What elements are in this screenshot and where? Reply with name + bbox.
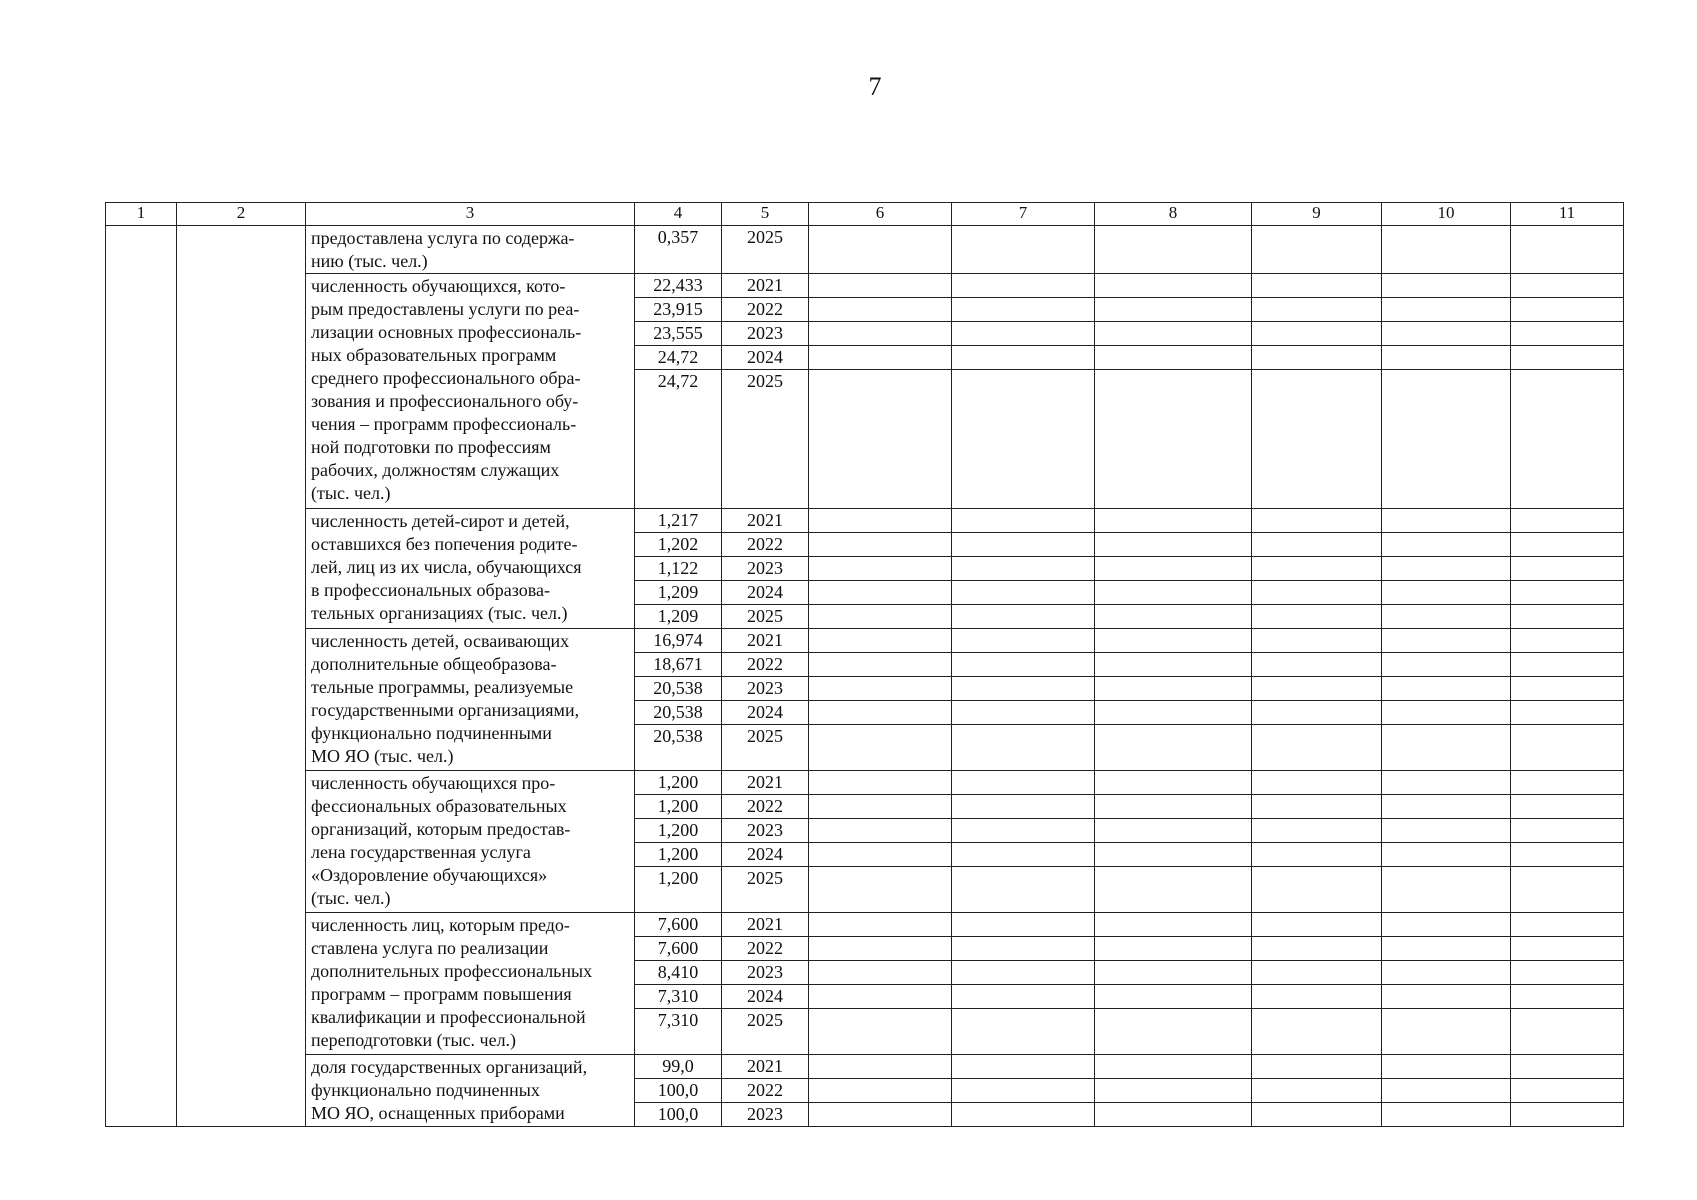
indicator-year: 2023 xyxy=(722,819,809,843)
empty-cell-col-8 xyxy=(1095,557,1252,581)
empty-cell-col-9 xyxy=(1252,1009,1382,1055)
indicator-value: 1,200 xyxy=(635,771,722,795)
empty-cell-col-9 xyxy=(1252,322,1382,346)
empty-cell-col-6 xyxy=(809,533,952,557)
indicator-year: 2025 xyxy=(722,370,809,509)
indicator-value: 7,600 xyxy=(635,913,722,937)
column-header-6: 6 xyxy=(809,203,952,226)
empty-cell-col-9 xyxy=(1252,795,1382,819)
indicator-year: 2022 xyxy=(722,1079,809,1103)
indicators-table xyxy=(105,202,1624,1127)
empty-cell-col-9 xyxy=(1252,653,1382,677)
empty-cell-col-8 xyxy=(1095,867,1252,913)
empty-cell-col-11 xyxy=(1511,533,1624,557)
empty-cell-col-11 xyxy=(1511,581,1624,605)
empty-cell-col-8 xyxy=(1095,819,1252,843)
column-header-3: 3 xyxy=(306,203,635,226)
empty-cell-col-11 xyxy=(1511,653,1624,677)
indicator-value: 1,200 xyxy=(635,843,722,867)
empty-cell-col-7 xyxy=(952,725,1095,771)
empty-cell-col-7 xyxy=(952,677,1095,701)
table-body xyxy=(106,226,1624,1127)
header-row xyxy=(106,203,1624,226)
indicator-description: доля государственных организаций, функционально подчиненных МО ЯО, оснащенных приборами xyxy=(306,1055,635,1127)
table-row xyxy=(106,1055,1624,1079)
empty-cell-col-6 xyxy=(809,819,952,843)
empty-cell-col-9 xyxy=(1252,629,1382,653)
empty-cell-col-8 xyxy=(1095,1079,1252,1103)
column-header-11: 11 xyxy=(1511,203,1624,226)
indicator-year: 2023 xyxy=(722,1103,809,1127)
empty-cell-col-8 xyxy=(1095,322,1252,346)
empty-cell-col-11 xyxy=(1511,819,1624,843)
empty-cell-col-9 xyxy=(1252,843,1382,867)
indicator-year: 2022 xyxy=(722,533,809,557)
empty-cell-col-10 xyxy=(1382,771,1511,795)
table-row xyxy=(106,226,1624,274)
empty-cell-col-8 xyxy=(1095,985,1252,1009)
empty-cell-col-11 xyxy=(1511,771,1624,795)
indicator-value: 1,200 xyxy=(635,795,722,819)
empty-cell-col-9 xyxy=(1252,370,1382,509)
indicator-description: численность обучающихся про- фессиональных образовательных организаций, которым предостав- лена государственная услуга «Оздоровление обучающихся» (тыс. чел.) xyxy=(306,771,635,913)
column-header-9: 9 xyxy=(1252,203,1382,226)
empty-cell-col-6 xyxy=(809,985,952,1009)
indicator-year: 2022 xyxy=(722,795,809,819)
empty-cell-col-6 xyxy=(809,322,952,346)
indicator-value: 1,209 xyxy=(635,581,722,605)
empty-cell-col-7 xyxy=(952,346,1095,370)
empty-cell-col-6 xyxy=(809,226,952,274)
empty-cell-col-6 xyxy=(809,961,952,985)
empty-cell-col-6 xyxy=(809,298,952,322)
indicator-value: 7,310 xyxy=(635,1009,722,1055)
empty-cell-col-7 xyxy=(952,581,1095,605)
empty-cell-col-7 xyxy=(952,629,1095,653)
indicator-value: 18,671 xyxy=(635,653,722,677)
indicator-value: 20,538 xyxy=(635,701,722,725)
indicator-year: 2023 xyxy=(722,961,809,985)
empty-cell-col-11 xyxy=(1511,1009,1624,1055)
empty-cell-col-8 xyxy=(1095,937,1252,961)
indicator-year: 2022 xyxy=(722,298,809,322)
empty-cell-col-10 xyxy=(1382,274,1511,298)
empty-cell-col-11 xyxy=(1511,322,1624,346)
indicator-value: 20,538 xyxy=(635,725,722,771)
indicator-description: численность детей-сирот и детей, оставшихся без попечения родите- лей, лиц из их числа, обучающихся в профессиональных образова- тельных организациях (тыс. чел.) xyxy=(306,509,635,629)
empty-cell-col-6 xyxy=(809,795,952,819)
empty-cell-col-11 xyxy=(1511,509,1624,533)
empty-cell-col-10 xyxy=(1382,509,1511,533)
empty-cell-col-6 xyxy=(809,557,952,581)
empty-cell-col-6 xyxy=(809,843,952,867)
empty-cell-col-11 xyxy=(1511,1055,1624,1079)
empty-cell-col-6 xyxy=(809,629,952,653)
indicator-value: 0,357 xyxy=(635,226,722,274)
empty-cell-col-8 xyxy=(1095,1055,1252,1079)
empty-cell-col-7 xyxy=(952,298,1095,322)
empty-cell-col-8 xyxy=(1095,913,1252,937)
empty-cell-col-10 xyxy=(1382,346,1511,370)
indicator-value: 20,538 xyxy=(635,677,722,701)
empty-cell-col-8 xyxy=(1095,298,1252,322)
empty-cell-col-6 xyxy=(809,677,952,701)
empty-cell-col-10 xyxy=(1382,298,1511,322)
empty-cell-col-6 xyxy=(809,701,952,725)
empty-cell-col-8 xyxy=(1095,653,1252,677)
empty-cell-col-10 xyxy=(1382,1009,1511,1055)
empty-cell-col-8 xyxy=(1095,795,1252,819)
empty-cell-col-9 xyxy=(1252,274,1382,298)
empty-cell-col-10 xyxy=(1382,1103,1511,1127)
empty-cell-col-9 xyxy=(1252,605,1382,629)
empty-cell-col-10 xyxy=(1382,867,1511,913)
empty-cell-col-11 xyxy=(1511,677,1624,701)
indicator-year: 2024 xyxy=(722,581,809,605)
table-header xyxy=(106,203,1624,226)
indicator-value: 7,310 xyxy=(635,985,722,1009)
indicator-year: 2023 xyxy=(722,677,809,701)
empty-cell-col-10 xyxy=(1382,725,1511,771)
indicator-description: численность детей, осваивающих дополнительные общеобразова- тельные программы, реализуемые государственными организациями, функционально подчиненными МО ЯО (тыс. чел.) xyxy=(306,629,635,771)
indicator-value: 1,200 xyxy=(635,867,722,913)
page-number: 7 xyxy=(868,72,882,101)
indicator-value: 23,915 xyxy=(635,298,722,322)
column-header-7: 7 xyxy=(952,203,1095,226)
empty-cell-col-9 xyxy=(1252,226,1382,274)
indicator-year: 2025 xyxy=(722,1009,809,1055)
empty-cell-col-9 xyxy=(1252,819,1382,843)
indicator-description: предоставлена услуга по содержа- нию (тыс. чел.) xyxy=(306,226,635,274)
indicator-year: 2025 xyxy=(722,725,809,771)
column-2-cell xyxy=(177,226,306,1127)
indicator-value: 99,0 xyxy=(635,1055,722,1079)
indicator-year: 2025 xyxy=(722,226,809,274)
column-header-1: 1 xyxy=(106,203,177,226)
empty-cell-col-6 xyxy=(809,725,952,771)
empty-cell-col-6 xyxy=(809,1079,952,1103)
empty-cell-col-9 xyxy=(1252,1103,1382,1127)
indicator-value: 16,974 xyxy=(635,629,722,653)
empty-cell-col-8 xyxy=(1095,725,1252,771)
empty-cell-col-7 xyxy=(952,1079,1095,1103)
empty-cell-col-7 xyxy=(952,322,1095,346)
empty-cell-col-11 xyxy=(1511,1103,1624,1127)
empty-cell-col-11 xyxy=(1511,370,1624,509)
column-header-8: 8 xyxy=(1095,203,1252,226)
empty-cell-col-8 xyxy=(1095,605,1252,629)
empty-cell-col-9 xyxy=(1252,725,1382,771)
empty-cell-col-10 xyxy=(1382,581,1511,605)
empty-cell-col-9 xyxy=(1252,985,1382,1009)
empty-cell-col-11 xyxy=(1511,867,1624,913)
column-header-5: 5 xyxy=(722,203,809,226)
table-row xyxy=(106,629,1624,653)
empty-cell-col-10 xyxy=(1382,322,1511,346)
empty-cell-col-11 xyxy=(1511,557,1624,581)
empty-cell-col-10 xyxy=(1382,226,1511,274)
indicator-year: 2025 xyxy=(722,867,809,913)
indicator-description: численность лиц, которым предо- ставлена услуга по реализации дополнительных профессиональных программ – программ повышения квалификации и профессиональной переподготовки (тыс. чел.) xyxy=(306,913,635,1055)
indicator-value: 1,122 xyxy=(635,557,722,581)
empty-cell-col-10 xyxy=(1382,985,1511,1009)
empty-cell-col-6 xyxy=(809,913,952,937)
indicator-year: 2022 xyxy=(722,937,809,961)
indicator-year: 2023 xyxy=(722,322,809,346)
empty-cell-col-11 xyxy=(1511,937,1624,961)
empty-cell-col-6 xyxy=(809,509,952,533)
indicator-year: 2021 xyxy=(722,771,809,795)
empty-cell-col-10 xyxy=(1382,677,1511,701)
indicator-year: 2021 xyxy=(722,274,809,298)
indicator-value: 24,72 xyxy=(635,370,722,509)
empty-cell-col-11 xyxy=(1511,1079,1624,1103)
indicator-year: 2022 xyxy=(722,653,809,677)
empty-cell-col-11 xyxy=(1511,843,1624,867)
empty-cell-col-8 xyxy=(1095,346,1252,370)
empty-cell-col-8 xyxy=(1095,509,1252,533)
column-header-10: 10 xyxy=(1382,203,1511,226)
indicator-year: 2024 xyxy=(722,701,809,725)
empty-cell-col-10 xyxy=(1382,701,1511,725)
empty-cell-col-10 xyxy=(1382,913,1511,937)
empty-cell-col-11 xyxy=(1511,985,1624,1009)
empty-cell-col-9 xyxy=(1252,771,1382,795)
empty-cell-col-8 xyxy=(1095,581,1252,605)
empty-cell-col-11 xyxy=(1511,913,1624,937)
indicator-year: 2024 xyxy=(722,843,809,867)
empty-cell-col-7 xyxy=(952,226,1095,274)
indicator-description: численность обучающихся, кото- рым предоставлены услуги по реа- лизации основных профессиональ- ных образовательных программ среднего профессионального обра- зования и профессионального обу- чения – программ профессиональ- ной подготовки по профессиям рабочих, должностям служащих (тыс. чел.) xyxy=(306,274,635,509)
indicator-value: 1,209 xyxy=(635,605,722,629)
empty-cell-col-6 xyxy=(809,771,952,795)
empty-cell-col-7 xyxy=(952,961,1095,985)
indicator-year: 2021 xyxy=(722,629,809,653)
empty-cell-col-8 xyxy=(1095,274,1252,298)
empty-cell-col-7 xyxy=(952,274,1095,298)
empty-cell-col-10 xyxy=(1382,533,1511,557)
empty-cell-col-11 xyxy=(1511,701,1624,725)
indicator-value: 100,0 xyxy=(635,1103,722,1127)
empty-cell-col-8 xyxy=(1095,533,1252,557)
empty-cell-col-7 xyxy=(952,653,1095,677)
column-1-cell xyxy=(106,226,177,1127)
empty-cell-col-8 xyxy=(1095,1103,1252,1127)
empty-cell-col-11 xyxy=(1511,795,1624,819)
empty-cell-col-8 xyxy=(1095,961,1252,985)
indicator-value: 8,410 xyxy=(635,961,722,985)
empty-cell-col-7 xyxy=(952,533,1095,557)
empty-cell-col-9 xyxy=(1252,581,1382,605)
empty-cell-col-10 xyxy=(1382,819,1511,843)
empty-cell-col-10 xyxy=(1382,937,1511,961)
empty-cell-col-6 xyxy=(809,867,952,913)
empty-cell-col-9 xyxy=(1252,961,1382,985)
indicator-value: 7,600 xyxy=(635,937,722,961)
table-row xyxy=(106,274,1624,298)
empty-cell-col-6 xyxy=(809,581,952,605)
indicator-value: 1,200 xyxy=(635,819,722,843)
empty-cell-col-7 xyxy=(952,605,1095,629)
empty-cell-col-10 xyxy=(1382,653,1511,677)
empty-cell-col-7 xyxy=(952,795,1095,819)
empty-cell-col-6 xyxy=(809,605,952,629)
column-header-4: 4 xyxy=(635,203,722,226)
empty-cell-col-11 xyxy=(1511,629,1624,653)
empty-cell-col-8 xyxy=(1095,629,1252,653)
empty-cell-col-11 xyxy=(1511,298,1624,322)
empty-cell-col-11 xyxy=(1511,226,1624,274)
empty-cell-col-8 xyxy=(1095,226,1252,274)
indicator-value: 24,72 xyxy=(635,346,722,370)
empty-cell-col-7 xyxy=(952,1055,1095,1079)
empty-cell-col-10 xyxy=(1382,961,1511,985)
empty-cell-col-8 xyxy=(1095,370,1252,509)
column-header-2: 2 xyxy=(177,203,306,226)
empty-cell-col-7 xyxy=(952,701,1095,725)
empty-cell-col-10 xyxy=(1382,557,1511,581)
indicator-year: 2021 xyxy=(722,913,809,937)
indicator-year: 2025 xyxy=(722,605,809,629)
empty-cell-col-7 xyxy=(952,370,1095,509)
empty-cell-col-11 xyxy=(1511,725,1624,771)
empty-cell-col-10 xyxy=(1382,370,1511,509)
indicator-value: 1,202 xyxy=(635,533,722,557)
empty-cell-col-9 xyxy=(1252,346,1382,370)
indicator-value: 1,217 xyxy=(635,509,722,533)
empty-cell-col-6 xyxy=(809,653,952,677)
empty-cell-col-7 xyxy=(952,1009,1095,1055)
empty-cell-col-10 xyxy=(1382,1055,1511,1079)
empty-cell-col-8 xyxy=(1095,701,1252,725)
empty-cell-col-6 xyxy=(809,1009,952,1055)
table-row xyxy=(106,509,1624,533)
empty-cell-col-11 xyxy=(1511,346,1624,370)
empty-cell-col-7 xyxy=(952,771,1095,795)
empty-cell-col-8 xyxy=(1095,1009,1252,1055)
empty-cell-col-7 xyxy=(952,509,1095,533)
empty-cell-col-11 xyxy=(1511,605,1624,629)
empty-cell-col-7 xyxy=(952,557,1095,581)
empty-cell-col-6 xyxy=(809,346,952,370)
empty-cell-col-9 xyxy=(1252,298,1382,322)
empty-cell-col-6 xyxy=(809,937,952,961)
empty-cell-col-7 xyxy=(952,819,1095,843)
indicator-year: 2024 xyxy=(722,346,809,370)
empty-cell-col-11 xyxy=(1511,274,1624,298)
indicator-year: 2024 xyxy=(722,985,809,1009)
empty-cell-col-8 xyxy=(1095,771,1252,795)
empty-cell-col-9 xyxy=(1252,867,1382,913)
indicator-value: 22,433 xyxy=(635,274,722,298)
empty-cell-col-7 xyxy=(952,1103,1095,1127)
table-row xyxy=(106,913,1624,937)
table-row xyxy=(106,771,1624,795)
empty-cell-col-10 xyxy=(1382,605,1511,629)
empty-cell-col-9 xyxy=(1252,913,1382,937)
empty-cell-col-7 xyxy=(952,913,1095,937)
empty-cell-col-7 xyxy=(952,937,1095,961)
empty-cell-col-7 xyxy=(952,867,1095,913)
empty-cell-col-9 xyxy=(1252,937,1382,961)
empty-cell-col-11 xyxy=(1511,961,1624,985)
empty-cell-col-10 xyxy=(1382,795,1511,819)
empty-cell-col-10 xyxy=(1382,843,1511,867)
empty-cell-col-6 xyxy=(809,1103,952,1127)
empty-cell-col-9 xyxy=(1252,677,1382,701)
indicator-value: 23,555 xyxy=(635,322,722,346)
empty-cell-col-6 xyxy=(809,370,952,509)
indicator-year: 2023 xyxy=(722,557,809,581)
empty-cell-col-9 xyxy=(1252,1079,1382,1103)
empty-cell-col-9 xyxy=(1252,1055,1382,1079)
indicator-year: 2021 xyxy=(722,509,809,533)
empty-cell-col-9 xyxy=(1252,533,1382,557)
empty-cell-col-6 xyxy=(809,274,952,298)
empty-cell-col-8 xyxy=(1095,677,1252,701)
empty-cell-col-7 xyxy=(952,843,1095,867)
indicator-value: 100,0 xyxy=(635,1079,722,1103)
indicator-year: 2021 xyxy=(722,1055,809,1079)
empty-cell-col-6 xyxy=(809,1055,952,1079)
empty-cell-col-10 xyxy=(1382,1079,1511,1103)
empty-cell-col-8 xyxy=(1095,843,1252,867)
empty-cell-col-9 xyxy=(1252,701,1382,725)
empty-cell-col-10 xyxy=(1382,629,1511,653)
empty-cell-col-9 xyxy=(1252,509,1382,533)
empty-cell-col-7 xyxy=(952,985,1095,1009)
empty-cell-col-9 xyxy=(1252,557,1382,581)
